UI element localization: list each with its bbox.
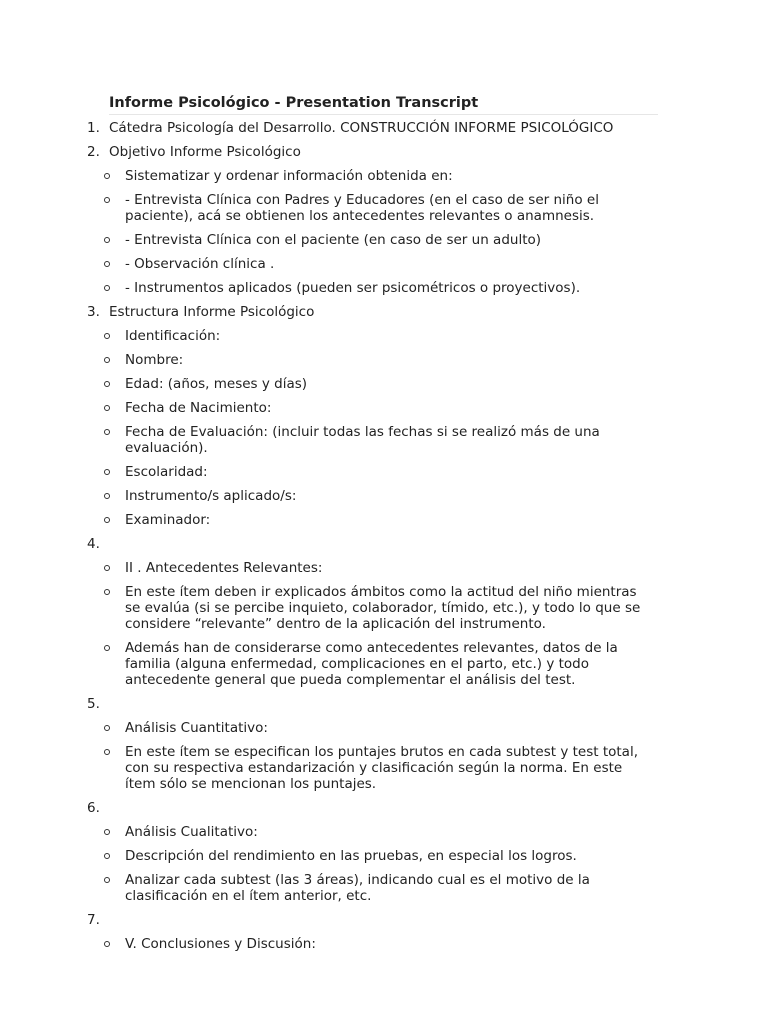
hollow-circle-bullet-icon [104, 357, 110, 363]
hollow-circle-bullet-icon [104, 749, 110, 755]
section-label: Estructura Informe Psicológico [109, 304, 315, 320]
bullet-text: Nombre: [125, 352, 184, 368]
bullet-item [0, 560, 768, 576]
bullet-item [0, 192, 768, 224]
bullet-item [0, 168, 768, 184]
hollow-circle-bullet-icon [104, 237, 110, 243]
bullet-item [0, 352, 768, 368]
hollow-circle-bullet-icon [104, 405, 110, 411]
bullet-item [0, 376, 768, 392]
hollow-circle-bullet-icon [104, 589, 110, 595]
bullet-text: Examinador: [125, 512, 211, 528]
bullet-text: Fecha de Evaluación: (incluir todas las fechas si se realizó más de una evaluación). [125, 424, 600, 456]
bullet-text: En este ítem deben ir explicados ámbitos como la actitud del niño mientras se evalúa (si se percibe inquieto, colaborador, tímido, etc.), y todo lo que se considere “relevante” dentro de la aplicación del instrumento. [125, 584, 641, 632]
section-number: 2. [87, 144, 100, 160]
section-item [0, 912, 768, 952]
section-item [0, 120, 768, 136]
section-number: 1. [87, 120, 100, 136]
section-header [0, 912, 768, 928]
hollow-circle-bullet-icon [104, 565, 110, 571]
bullet-text: Sistematizar y ordenar información obtenida en: [125, 168, 453, 184]
hollow-circle-bullet-icon [104, 725, 110, 731]
hollow-circle-bullet-icon [104, 645, 110, 651]
hollow-circle-bullet-icon [104, 517, 110, 523]
bullet-item [0, 584, 768, 632]
bullet-text: - Observación clínica . [125, 256, 275, 272]
bullet-item [0, 872, 768, 904]
bullet-item [0, 232, 768, 248]
bullet-text: Edad: (años, meses y días) [125, 376, 308, 392]
bullet-text: En este ítem se especifican los puntajes brutos en cada subtest y test total, con su respectiva estandarización y clasificación según la norma. En este ítem sólo se mencionan los puntajes. [125, 744, 638, 792]
bullet-list [0, 936, 768, 952]
bullet-item [0, 512, 768, 528]
bullet-text: Fecha de Nacimiento: [125, 400, 272, 416]
hollow-circle-bullet-icon [104, 853, 110, 859]
section-label: Cátedra Psicología del Desarrollo. CONSTRUCCIÓN INFORME PSICOLÓGICO [109, 120, 614, 136]
section-item [0, 144, 768, 296]
bullet-text: Descripción del rendimiento en las pruebas, en especial los logros. [125, 848, 577, 864]
bullet-item [0, 640, 768, 688]
document-title: Informe Psicológico - Presentation Transcript [109, 95, 658, 115]
section-number: 4. [87, 536, 100, 552]
bullet-list [0, 720, 768, 792]
hollow-circle-bullet-icon [104, 381, 110, 387]
bullet-text: II . Antecedentes Relevantes: [125, 560, 323, 576]
bullet-list [0, 168, 768, 296]
bullet-text: Además han de considerarse como antecedentes relevantes, datos de la familia (alguna enfermedad, complicaciones en el parto, etc.) y todo antecedente general que pueda complementar el análisis del test. [125, 640, 618, 688]
bullet-list [0, 560, 768, 688]
bullet-list [0, 824, 768, 904]
bullet-item [0, 488, 768, 504]
bullet-text: - Instrumentos aplicados (pueden ser psicométricos o proyectivos). [125, 280, 581, 296]
bullet-text: - Entrevista Clínica con el paciente (en caso de ser un adulto) [125, 232, 542, 248]
section-header [0, 144, 768, 160]
hollow-circle-bullet-icon [104, 285, 110, 291]
bullet-text: Análisis Cualitativo: [125, 824, 258, 840]
bullet-text: Análisis Cuantitativo: [125, 720, 268, 736]
hollow-circle-bullet-icon [104, 333, 110, 339]
transcript-list [0, 120, 768, 960]
section-label: Objetivo Informe Psicológico [109, 144, 301, 160]
bullet-text: Analizar cada subtest (las 3 áreas), indicando cual es el motivo de la clasificación en el ítem anterior, etc. [125, 872, 590, 904]
section-header [0, 536, 768, 552]
section-number: 7. [87, 912, 100, 928]
section-header [0, 800, 768, 816]
hollow-circle-bullet-icon [104, 261, 110, 267]
section-item [0, 304, 768, 528]
hollow-circle-bullet-icon [104, 429, 110, 435]
bullet-item [0, 824, 768, 840]
hollow-circle-bullet-icon [104, 469, 110, 475]
bullet-item [0, 400, 768, 416]
section-item [0, 536, 768, 688]
hollow-circle-bullet-icon [104, 197, 110, 203]
section-number: 3. [87, 304, 100, 320]
hollow-circle-bullet-icon [104, 173, 110, 179]
bullet-item [0, 464, 768, 480]
bullet-item [0, 720, 768, 736]
section-header [0, 304, 768, 320]
bullet-item [0, 936, 768, 952]
section-number: 6. [87, 800, 100, 816]
bullet-item [0, 848, 768, 864]
hollow-circle-bullet-icon [104, 829, 110, 835]
section-header [0, 696, 768, 712]
bullet-item [0, 424, 768, 456]
hollow-circle-bullet-icon [104, 941, 110, 947]
hollow-circle-bullet-icon [104, 493, 110, 499]
hollow-circle-bullet-icon [104, 877, 110, 883]
section-header [0, 120, 768, 136]
bullet-text: Escolaridad: [125, 464, 208, 480]
bullet-text: Instrumento/s aplicado/s: [125, 488, 297, 504]
bullet-text: Identificación: [125, 328, 221, 344]
bullet-item [0, 744, 768, 792]
section-item [0, 800, 768, 904]
section-number: 5. [87, 696, 100, 712]
bullet-item [0, 280, 768, 296]
bullet-text: - Entrevista Clínica con Padres y Educadores (en el caso de ser niño el paciente), acá se obtienen los antecedentes relevantes o anamnesis. [125, 192, 599, 224]
section-item [0, 696, 768, 792]
bullet-item [0, 256, 768, 272]
bullet-list [0, 328, 768, 528]
bullet-item [0, 328, 768, 344]
bullet-text: V. Conclusiones y Discusión: [125, 936, 316, 952]
